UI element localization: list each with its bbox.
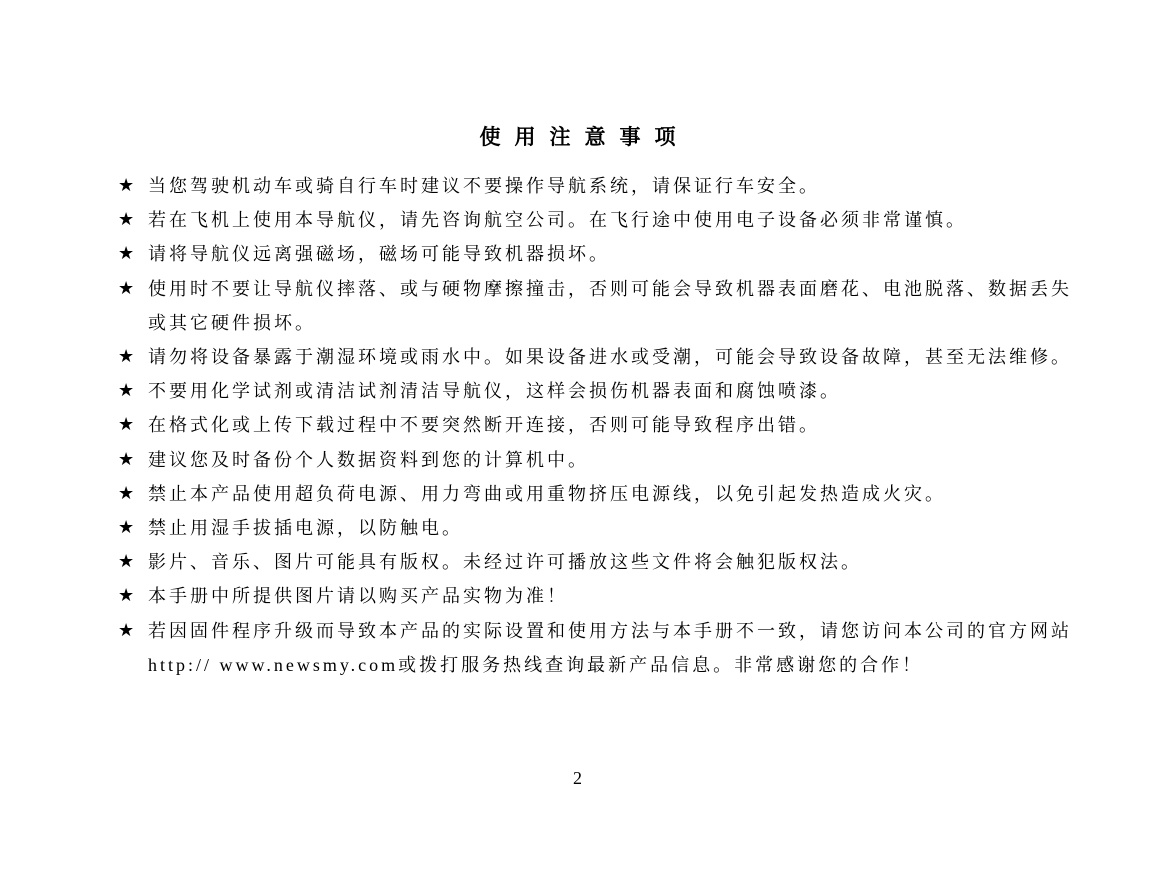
list-item (118, 579, 1098, 613)
note-text (148, 545, 1098, 579)
note-text (148, 374, 1098, 408)
star-bullet-icon: ★ (118, 517, 135, 539)
note-line-continued: http:// www.newsmy.com或拨打服务热线查询最新产品信息。非常感谢您的合作！ (148, 654, 924, 675)
note-text (148, 237, 1098, 271)
note-line: 在格式化或上传下载过程中不要突然断开连接，否则可能导致程序出错。 (148, 415, 820, 436)
note-line: 影片、音乐、图片可能具有版权。未经过许可播放这些文件将会触犯版权法。 (148, 552, 862, 573)
note-line: 请勿将设备暴露于潮湿环境或雨水中。如果设备进水或受潮，可能会导致设备故障，甚至无法维修。 (148, 347, 1072, 368)
list-item (118, 614, 1098, 682)
note-line: 使用时不要让导航仪摔落、或与硬物摩擦撞击，否则可能会导致机器表面磨花、电池脱落、数据丢失 (148, 278, 1072, 299)
notes-list (118, 169, 1098, 682)
list-item (118, 272, 1098, 340)
star-bullet-icon: ★ (118, 619, 135, 641)
list-item (118, 545, 1098, 579)
list-item (118, 237, 1098, 271)
note-line: 请将导航仪远离强磁场，磁场可能导致机器损坏。 (148, 244, 610, 265)
list-item (118, 374, 1098, 408)
list-item (118, 203, 1098, 237)
star-bullet-icon: ★ (118, 551, 135, 573)
note-line: 禁止用湿手拔插电源，以防触电。 (148, 518, 463, 539)
star-bullet-icon: ★ (118, 482, 135, 504)
note-text (148, 203, 1098, 237)
star-bullet-icon: ★ (118, 380, 135, 402)
star-bullet-icon: ★ (118, 585, 135, 607)
list-item (118, 408, 1098, 442)
star-bullet-icon: ★ (118, 243, 135, 265)
star-bullet-icon: ★ (118, 448, 135, 470)
note-text (148, 272, 1098, 340)
star-bullet-icon: ★ (118, 175, 135, 196)
note-line: 禁止本产品使用超负荷电源、用力弯曲或用重物挤压电源线，以免引起发热造成火灾。 (148, 483, 946, 504)
list-item (118, 511, 1098, 545)
note-text (148, 340, 1098, 374)
list-item (118, 477, 1098, 511)
note-line: 本手册中所提供图片请以购买产品实物为准！ (148, 586, 568, 607)
note-text (148, 477, 1098, 511)
note-line: 建议您及时备份个人数据资料到您的计算机中。 (148, 449, 589, 470)
page-number: 2 (573, 768, 582, 788)
star-bullet-icon: ★ (118, 277, 135, 299)
note-line-continued: 或其它硬件损坏。 (148, 312, 316, 333)
list-item (118, 443, 1098, 477)
note-line: 若在飞机上使用本导航仪，请先咨询航空公司。在飞行途中使用电子设备必须非常谨慎。 (148, 210, 967, 231)
note-line: 不要用化学试剂或清洁试剂清洁导航仪，这样会损伤机器表面和腐蚀喷漆。 (148, 381, 841, 402)
note-text (148, 614, 1098, 682)
note-text (148, 511, 1098, 545)
note-text (148, 169, 1098, 203)
star-bullet-icon: ★ (118, 346, 135, 368)
page-title: 使用注意事项 (479, 125, 690, 149)
star-bullet-icon: ★ (118, 209, 135, 231)
note-text (148, 443, 1098, 477)
note-line: 当您驾驶机动车或骑自行车时建议不要操作导航系统，请保证行车安全。 (148, 176, 820, 196)
list-item (118, 169, 1098, 203)
list-item (118, 340, 1098, 374)
note-text (148, 408, 1098, 442)
note-text (148, 579, 1098, 613)
star-bullet-icon: ★ (118, 414, 135, 436)
note-line: 若因固件程序升级而导致本产品的实际设置和使用方法与本手册不一致，请您访问本公司的官方网站 (148, 620, 1072, 641)
